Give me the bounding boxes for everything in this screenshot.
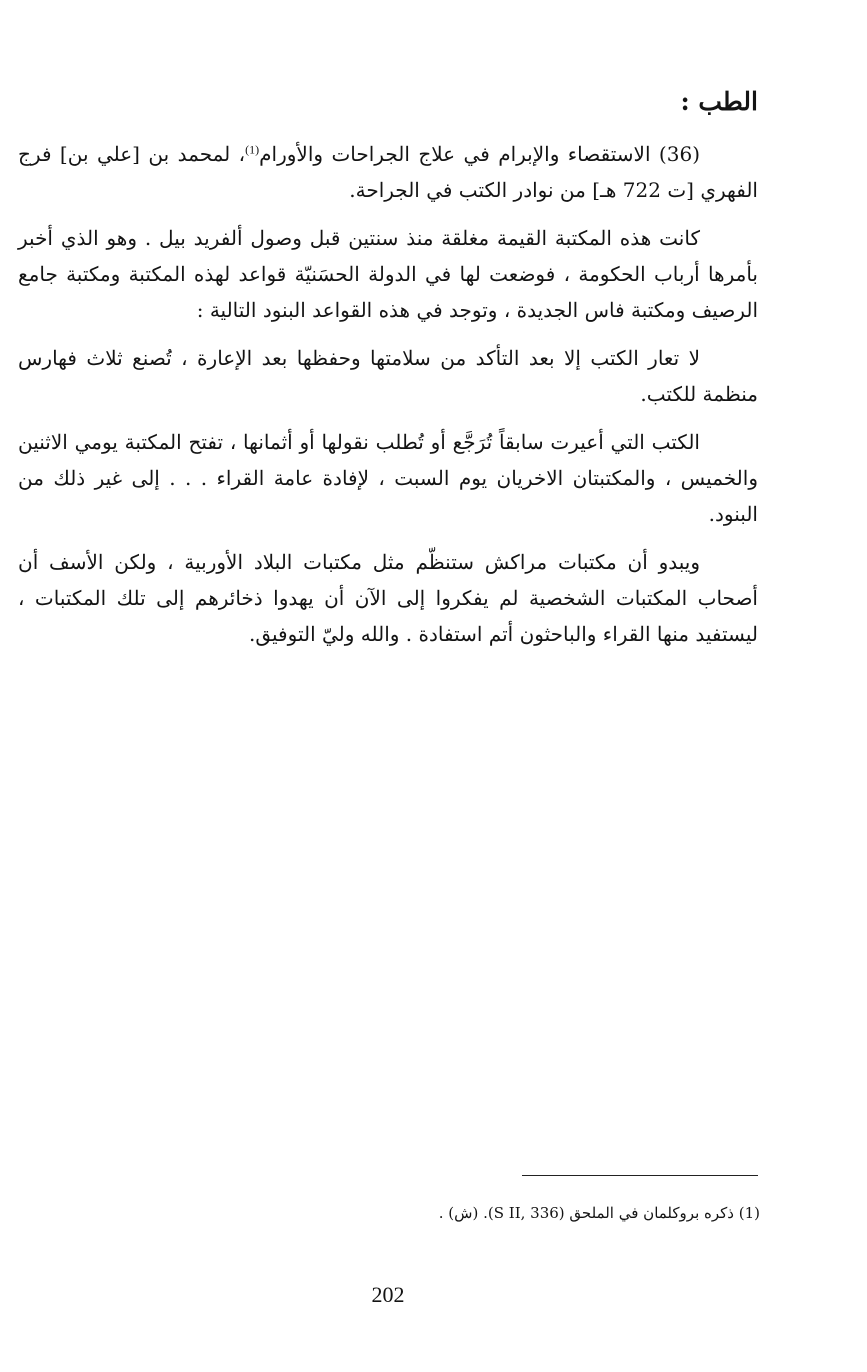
paragraph-3: الكتب التي أعيرت سابقاً تُرَجَّع أو تُطلب نقولها أو أثمانها ، تفتح المكتبة يومي الاثنين والخميس ، والمكتبتان الاخريان يوم السبت ، لإفادة عامة القراء . . . إلى غير ذلك من البنود. (18, 430, 758, 526)
paragraph-1: كانت هذه المكتبة القيمة مغلقة منذ سنتين قبل وصول ألفريد بيل . وهو الذي أخبر بأمرها أرباب الحكومة ، فوضعت لها في الدولة الحسَنيّة قواعد لهذه المكتبة ومكتبة جامع الرصيف ومكتبة فاس الجديدة ، وتوجد في هذه القواعد البنود التالية : (18, 226, 758, 322)
footnote: (1) ذكره بروكلمان في الملحق (S II, 336). (ش) . (438, 1204, 760, 1222)
section-heading: الطب : (680, 87, 758, 116)
footnote-reference[interactable]: (1) (245, 142, 260, 157)
paragraph-4: ويبدو أن مكتبات مراكش ستنظّم مثل مكتبات البلاد الأوربية ، ولكن الأسف أن أصحاب المكتبات الشخصية لم يفكروا إلى الآن أن يهدوا ذخائرهم إلى تلك المكتبات ، ليستفيد منها القراء والباحثون أتم استفادة . والله وليّ التوفيق. (18, 550, 758, 646)
paragraph-2: لا تعار الكتب إلا بعد التأكد من سلامتها وحفظها بعد الإعارة ، تُصنع ثلاث فهارس منظمة للكتب. (18, 346, 758, 406)
entry-author: ، لمحمد بن [علي بن] فرج الفهري [ت 722 هـ] من نوادر الكتب في الجراحة. (18, 142, 758, 202)
body-text (18, 82, 758, 664)
page-number: 202 (371, 1282, 405, 1307)
book-entry (18, 136, 758, 208)
entry-title: (36) الاستقصاء والإبرام في علاج الجراحات والأورام (259, 142, 700, 166)
footnote-divider (522, 1175, 758, 1176)
